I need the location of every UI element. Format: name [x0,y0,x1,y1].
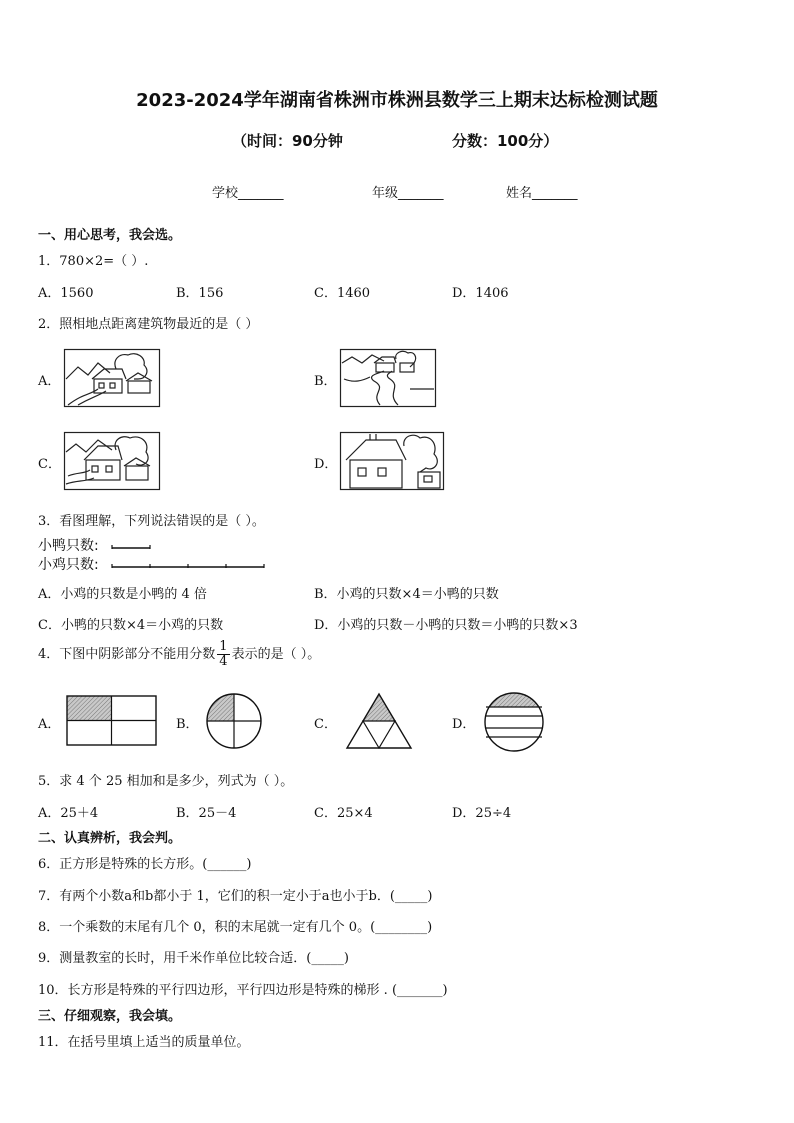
question-10: 10．长方形是特殊的平行四边形，平行四边形是特殊的梯形 . (_______) [38,983,448,998]
circle-strips-shaded-figure [483,692,545,752]
question-8: 8．一个乘数的末尾有几个 0，积的末尾就一定有几个 0。(________) [38,920,433,935]
house-picture-d [340,432,444,490]
q1-option-a: A．1560 [38,286,94,301]
q5-option-d: D．25÷4 [452,806,512,821]
school-field: 学校_______ [212,186,284,201]
question-11: 11．在括号里填上适当的质量单位。 [38,1035,250,1050]
q2-option-d: D． [314,457,338,472]
q4-option-a: A． [38,717,61,732]
q4-text-after: 表示的是（ ）。 [231,647,321,662]
q4-text-before: 4．下图中阴影部分不能用分数 [38,647,216,662]
duck-count-bar [112,540,152,550]
duck-count-label: 小鸭只数: [38,538,99,554]
one-quarter-fraction: $\frac{1}{4}$ [219,639,228,669]
question-3: 3．看图理解，下列说法错误的是（ ）。 [38,514,265,529]
grade-field: 年级_______ [372,186,444,201]
chick-count-bar [112,559,268,569]
q1-option-d: D．1406 [452,286,509,301]
house-picture-b [340,349,436,407]
q4-option-c: C． [314,717,337,732]
chick-count-label: 小鸡只数: [38,557,99,573]
q2-option-c: C． [38,457,61,472]
q4-option-b: B． [176,717,199,732]
section1-heading: 一、用心思考，我会选。 [38,228,182,243]
question-4 [38,640,320,669]
q3-option-c: C．小鸭的只数×4＝小鸡的只数 [38,618,224,633]
q2-option-b: B． [314,374,337,389]
rectangle-quarter-shaded-figure [66,695,158,747]
question-2: 2．照相地点距离建筑物最近的是（ ） [38,317,259,332]
question-5: 5．求 4 个 25 相加和是多少，列式为（ ）。 [38,774,294,789]
question-9: 9．测量教室的长时，用千米作单位比较合适．(_____) [38,951,349,966]
q3-option-b: B．小鸡的只数×4＝小鸭的只数 [314,587,499,602]
q1-option-c: C．1460 [314,286,371,301]
q2-option-a: A． [38,374,61,389]
q5-option-a: A．25＋4 [38,806,99,821]
triangle-quarter-shaded-figure [345,692,413,750]
section3-heading: 三、仔细观察，我会填。 [38,1009,182,1024]
q4-option-d: D． [452,717,476,732]
house-picture-c [64,432,160,490]
section2-heading: 二、认真辨析，我会判。 [38,831,182,846]
exam-title: 2023-2024学年湖南省株洲市株洲县数学三上期末达标检测试题 [136,90,658,111]
question-1: 1．780×2=（ ）. [38,254,149,269]
exam-time: （时间：90分钟 [232,132,343,150]
q3-option-d: D．小鸡的只数－小鸭的只数＝小鸭的只数×3 [314,618,578,633]
q5-option-b: B．25－4 [176,806,237,821]
q1-option-b: B．156 [176,286,224,301]
name-field: 姓名_______ [506,186,578,201]
q3-option-a: A．小鸡的只数是小鸭的 4 倍 [38,587,207,602]
house-picture-a [64,349,160,407]
circle-quarter-shaded-figure [205,692,263,750]
question-6: 6．正方形是特殊的长方形。(______) [38,857,252,872]
q5-option-c: C．25×4 [314,806,373,821]
question-7: 7．有两个小数a和b都小于 1，它们的积一定小于a也小于b．(_____) [38,889,433,904]
exam-score: 分数：100分） [452,132,559,150]
